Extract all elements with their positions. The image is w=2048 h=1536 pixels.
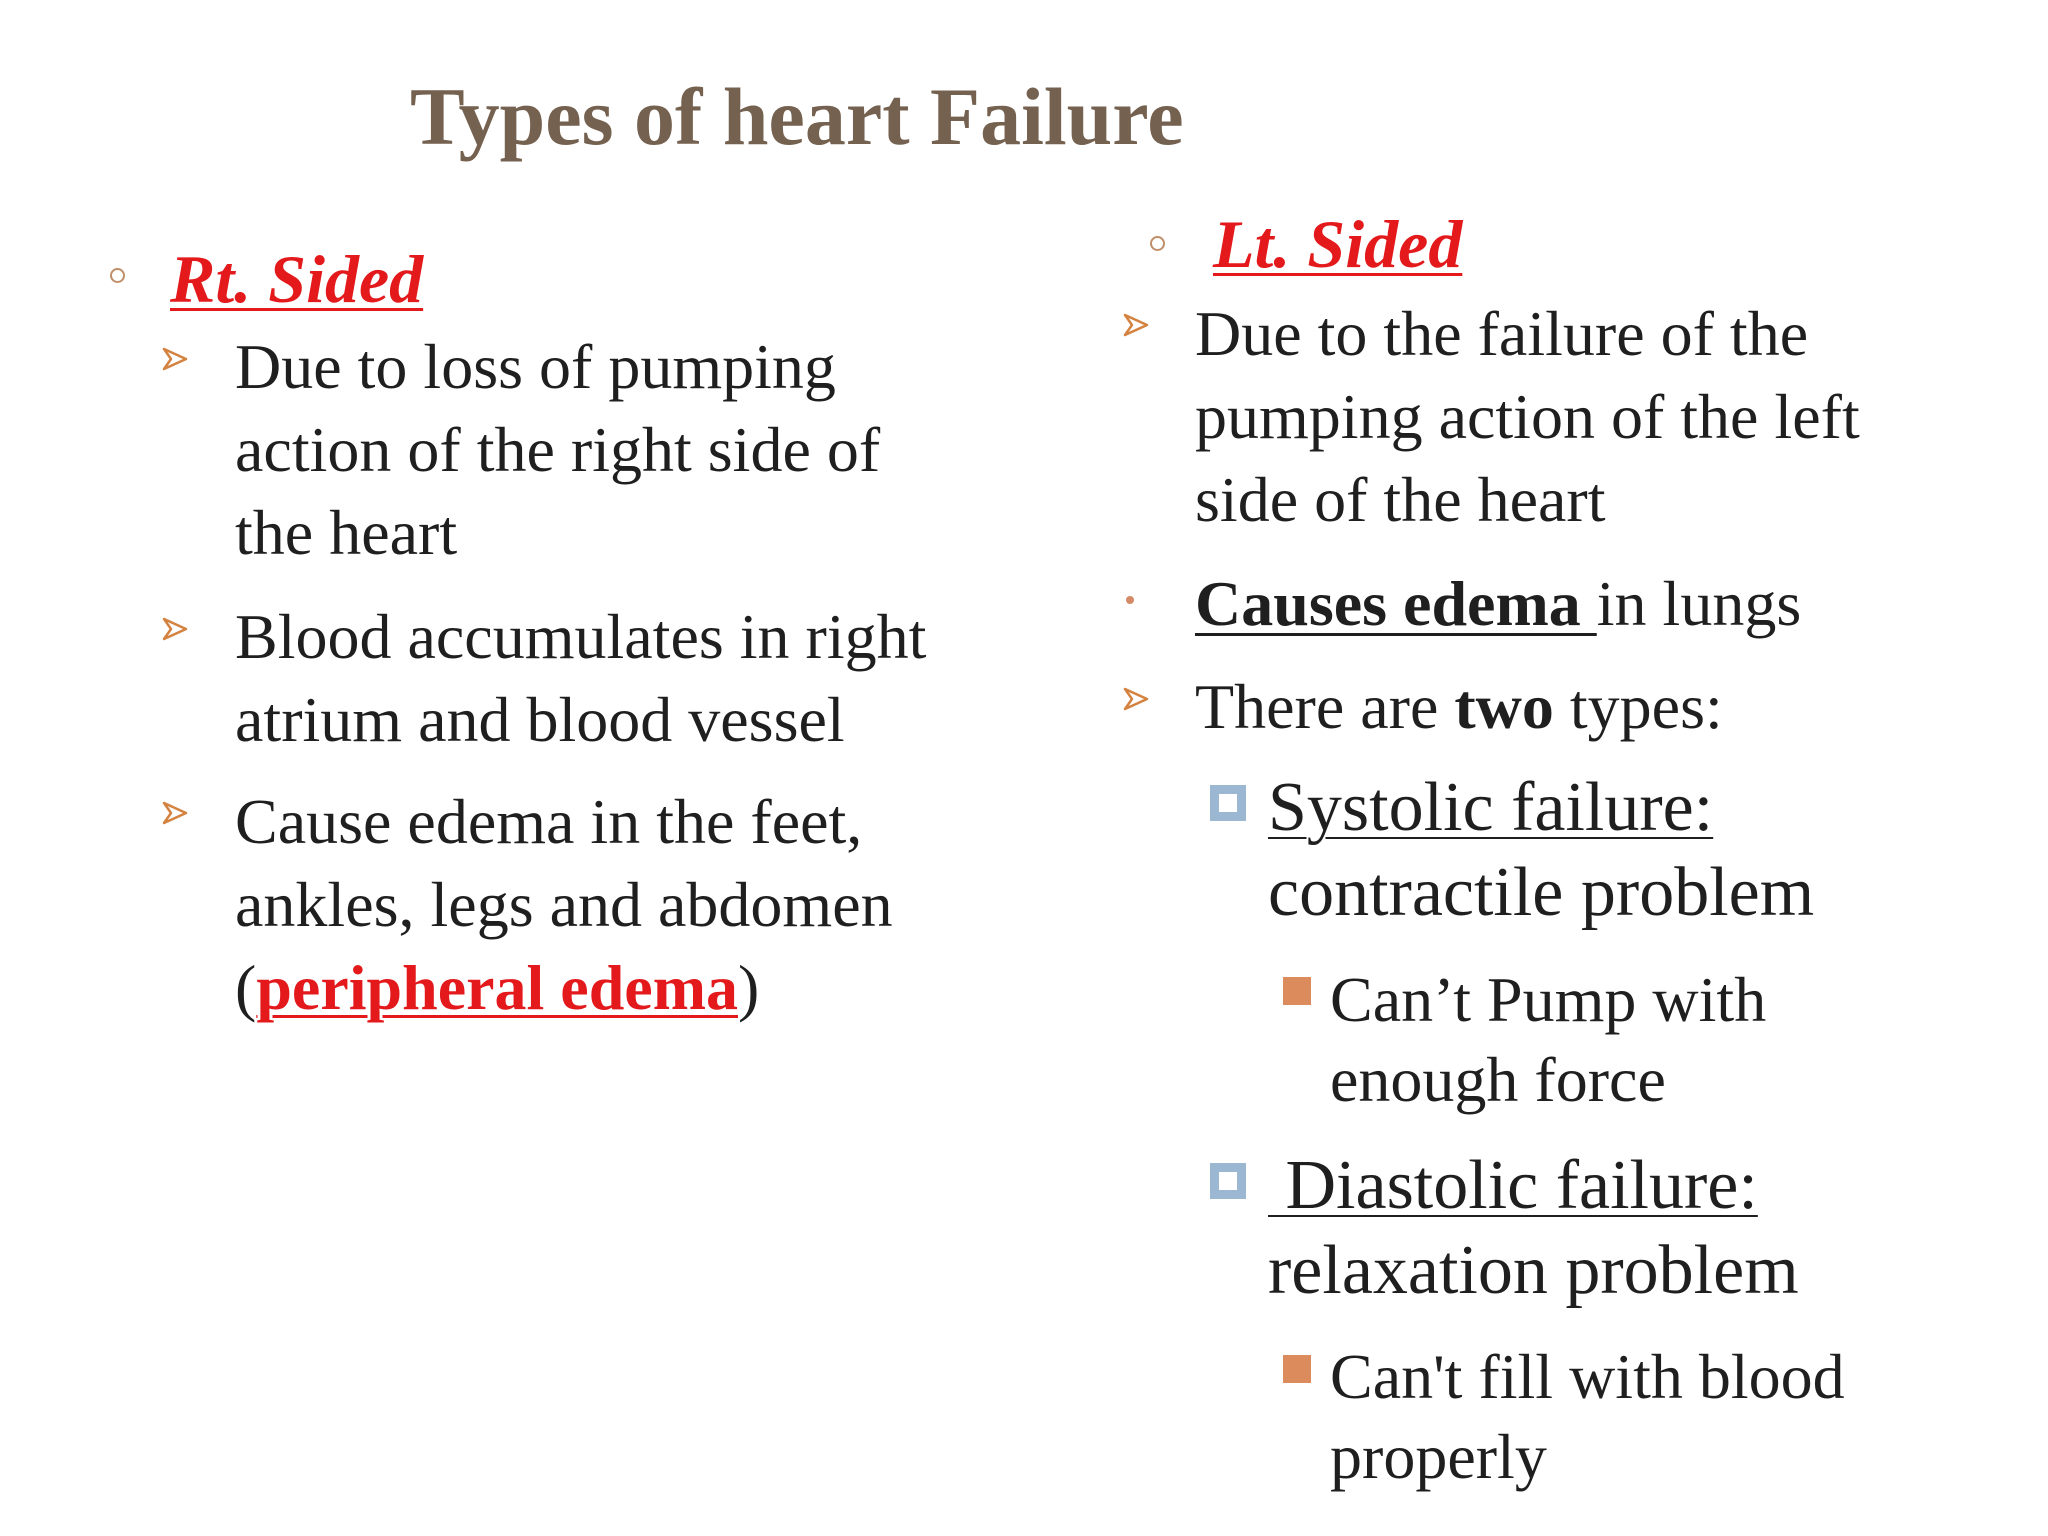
rt-sided-heading: Rt. Sided xyxy=(170,241,424,317)
lt-point2 xyxy=(1195,562,1801,645)
types-text: types: xyxy=(1553,671,1723,742)
arrow-bullet-icon xyxy=(162,800,188,826)
diastolic-failure-desc: relaxation problem xyxy=(1268,1232,1799,1309)
close-paren: ) xyxy=(738,952,760,1023)
arrow-bullet-icon xyxy=(162,616,188,642)
circle-bullet-icon xyxy=(1150,236,1165,251)
there-are-text: There are xyxy=(1195,671,1455,742)
rt-point2-line1: Blood accumulates in right xyxy=(235,601,927,672)
systolic-detail-line2: enough force xyxy=(1330,1044,1666,1115)
rt-point1-line1: Due to loss of pumping xyxy=(235,331,836,402)
slide-title: Types of heart Failure xyxy=(410,71,1184,162)
lt-point3 xyxy=(1195,665,1723,748)
lt-point1-line2: pumping action of the left xyxy=(1195,381,1860,452)
peripheral-edema-emphasis: peripheral edema xyxy=(256,952,738,1023)
diastolic-detail-line2: properly xyxy=(1330,1421,1547,1492)
two-bold: two xyxy=(1454,671,1554,742)
in-lungs-text: in lungs xyxy=(1596,568,1802,639)
orange-square-bullet-icon xyxy=(1283,977,1311,1005)
dot-bullet-icon xyxy=(1126,596,1134,604)
arrow-bullet-icon xyxy=(1123,686,1149,712)
circle-bullet-icon xyxy=(110,268,125,283)
rt-point2-line2: atrium and blood vessel xyxy=(235,684,845,755)
lt-sided-heading: Lt. Sided xyxy=(1213,206,1463,282)
diastolic-detail-line1: Can't fill with blood xyxy=(1330,1341,1845,1412)
systolic-failure-label: Systolic failure: xyxy=(1268,769,1714,846)
causes-edema-bold: Causes edema xyxy=(1195,568,1597,639)
arrow-bullet-icon xyxy=(162,346,188,372)
blue-square-bullet-icon xyxy=(1210,1163,1246,1199)
rt-point3-line2: ankles, legs and abdomen xyxy=(235,869,893,940)
systolic-failure-desc: contractile problem xyxy=(1268,854,1815,931)
rt-point3-line1: Cause edema in the feet, xyxy=(235,786,863,857)
arrow-bullet-icon xyxy=(1123,312,1149,338)
rt-point3-line3 xyxy=(235,946,759,1029)
systolic-detail-line1: Can’t Pump with xyxy=(1330,964,1767,1035)
diastolic-failure-label: Diastolic failure: xyxy=(1268,1147,1758,1224)
blue-square-bullet-icon xyxy=(1210,785,1246,821)
rt-point1-line2: action of the right side of xyxy=(235,414,881,485)
lt-point1-line1: Due to the failure of the xyxy=(1195,298,1809,369)
open-paren: ( xyxy=(235,952,257,1023)
rt-point1-line3: the heart xyxy=(235,497,458,568)
lt-point1-line3: side of the heart xyxy=(1195,464,1606,535)
orange-square-bullet-icon xyxy=(1283,1355,1311,1383)
